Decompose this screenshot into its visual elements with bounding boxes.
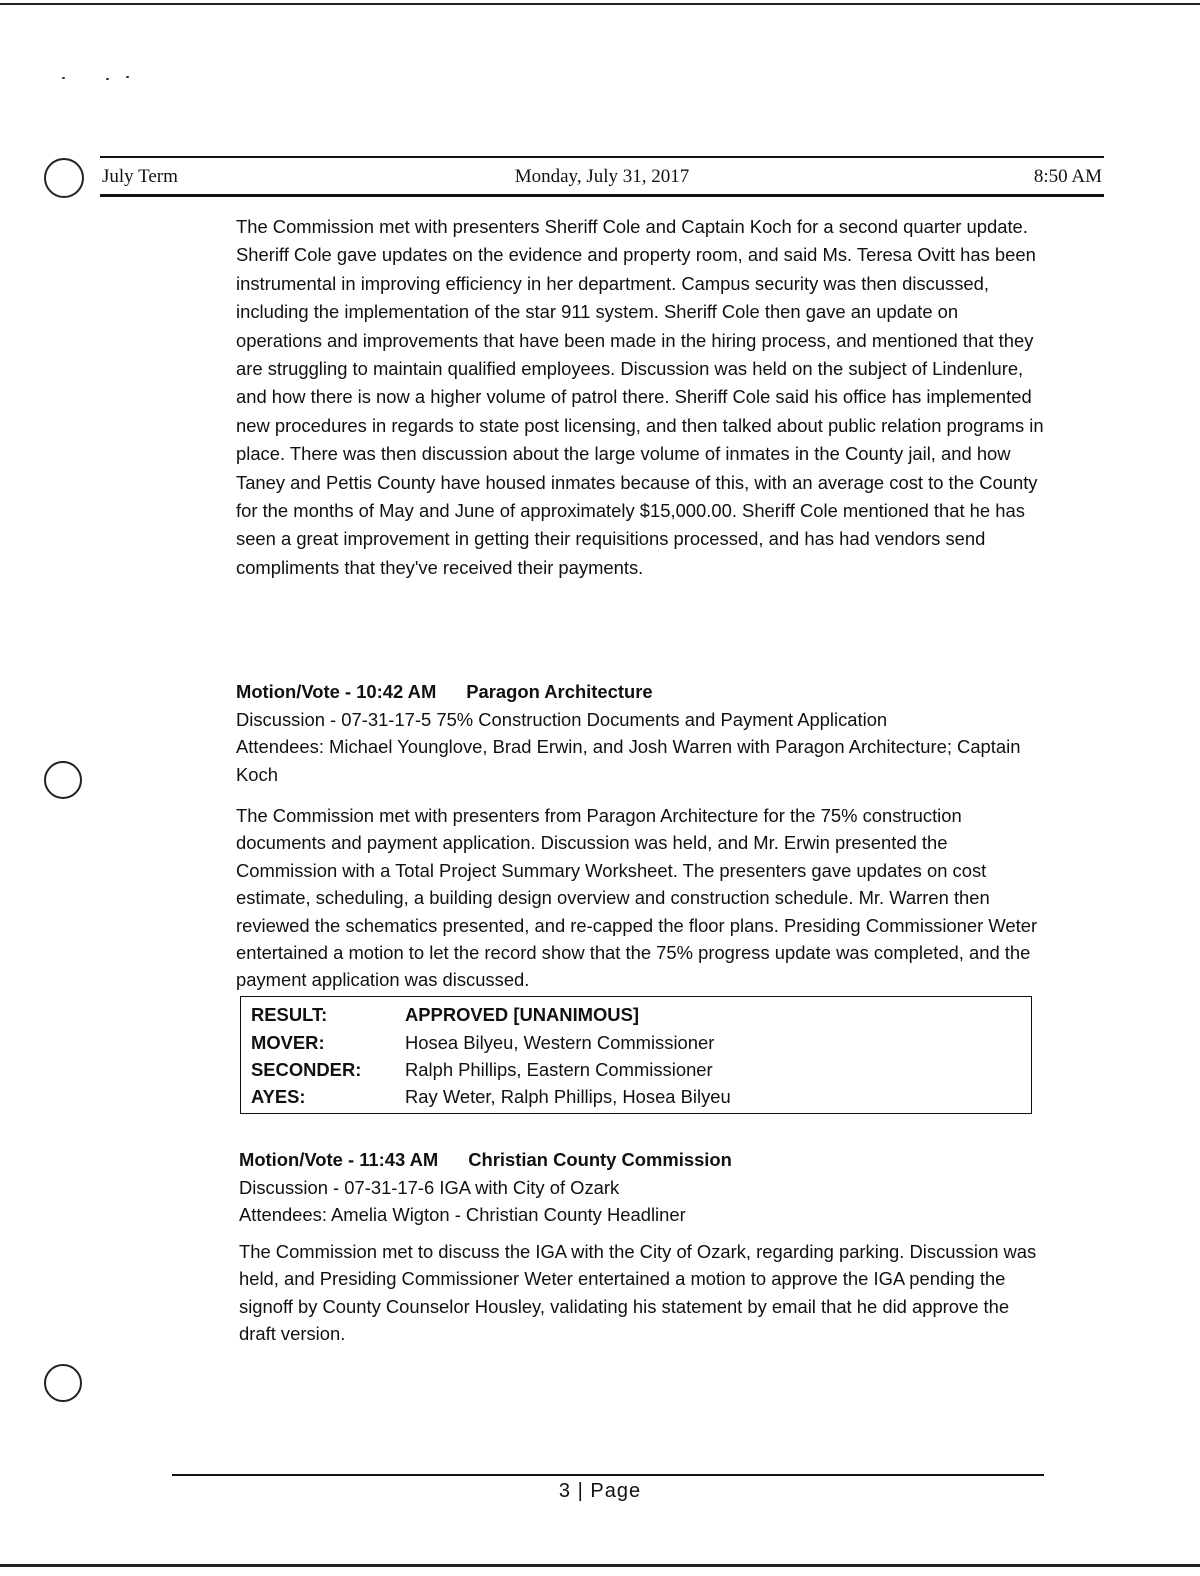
scan-speck [106, 78, 109, 80]
seconder-row [251, 1056, 1021, 1083]
motion-entity: Paragon Architecture [466, 681, 653, 702]
result-label: RESULT: [251, 1004, 328, 1025]
mover-row [251, 1029, 1021, 1056]
footer-rule [172, 1474, 1044, 1476]
mover-label: MOVER: [251, 1032, 325, 1053]
header-bottom-rule [100, 194, 1104, 197]
motion-discussion: Discussion - 07-31-17-6 IGA with City of Ozark [239, 1176, 620, 1198]
scan-top-edge [0, 3, 1200, 5]
meeting-date: Monday, July 31, 2017 [514, 166, 690, 187]
page-number: 3 | Page [558, 1480, 642, 1502]
page-header [100, 166, 1104, 192]
motion-block [239, 1146, 1059, 1229]
iga-paragraph: The Commission met to discuss the IGA with the City of Ozark, regarding parking. Discussion was held, and Presiding Commissioner Weter entertained a motion to approve the IGA pending the signoff by County Counselor Housley, validating his statement by email that he did approve the draft version. [239, 1241, 1037, 1345]
sheriff-update-paragraph: The Commission met with presenters Sheriff Cole and Captain Koch for a second quarter update. Sheriff Cole gave updates on the evidence and property room, and said Ms. Teresa Ovitt has been instrumental in improving efficiency in her department. Campus security was then discussed, including the implementation of the star 911 system. Sheriff Cole then gave an update on operations and improvements that have been made in the hiring process, and mentioned that they are struggling to maintain qualified employees. Discussion was held on the subject of Lindenlure, and how there is now a higher volume of patrol there. Sheriff Cole said his office has implemented new procedures in regards to state post licensing, and then talked about public relation programs in place. There was then discussion about the large volume of inmates in the County jail, and how Taney and Pettis County have housed inmates because of this, with an average cost to the County for the months of May and June of approximately $15,000.00. Sheriff Cole mentioned that he has seen a great improvement in getting their requisitions processed, and has had vendors send compliments that they've received their payments. [236, 216, 1044, 578]
seconder-label: SECONDER: [251, 1059, 362, 1080]
result-value: APPROVED [UNANIMOUS] [405, 1004, 639, 1025]
punch-hole-icon [44, 761, 82, 799]
motion-attendees: Attendees: Amelia Wigton - Christian County Headliner [239, 1204, 686, 1225]
motion-discussion: Discussion - 07-31-17-5 75% Construction Documents and Payment Application [236, 708, 888, 730]
motion-label: Motion/Vote - 10:42 AM [236, 681, 437, 702]
motion-label: Motion/Vote - 11:43 AM [239, 1149, 439, 1170]
meeting-time: 8:50 AM [1033, 166, 1102, 187]
ayes-value: Ray Weter, Ralph Phillips, Hosea Bilyeu [405, 1086, 731, 1107]
scan-bottom-edge [0, 1564, 1200, 1567]
ayes-row [251, 1083, 1021, 1110]
seconder-value: Ralph Phillips, Eastern Commissioner [405, 1059, 713, 1080]
scan-speck [126, 76, 129, 78]
motion-block [236, 678, 1056, 788]
mover-value: Hosea Bilyeu, Western Commissioner [405, 1032, 715, 1053]
scan-speck [62, 77, 65, 79]
ayes-label: AYES: [251, 1086, 306, 1107]
term-label: July Term [102, 166, 178, 187]
motion-title [236, 678, 1056, 706]
motion-attendees: Attendees: Michael Younglove, Brad Erwin, and Josh Warren with Paragon Architecture; Captain Koch [236, 736, 1021, 785]
motion-entity: Christian County Commission [468, 1149, 732, 1170]
vote-result-table [240, 996, 1032, 1114]
result-row [251, 1001, 1021, 1028]
header-top-rule [100, 156, 1104, 158]
punch-hole-icon [44, 1364, 82, 1402]
punch-hole-icon [44, 158, 84, 198]
paragon-paragraph: The Commission met with presenters from Paragon Architecture for the 75% construction documents and payment application. Discussion was held, and Mr. Erwin presented the Commission with a Total Project Summary Worksheet. The presenters gave updates on cost estimate, scheduling, a building design overview and construction schedule. Mr. Warren then reviewed the schematics presented, and re-capped the floor plans. Presiding Commissioner Weter entertained a motion to let the record show that the 75% progress update was completed, and the payment application was discussed. [236, 805, 1038, 991]
motion-title [239, 1146, 1059, 1174]
